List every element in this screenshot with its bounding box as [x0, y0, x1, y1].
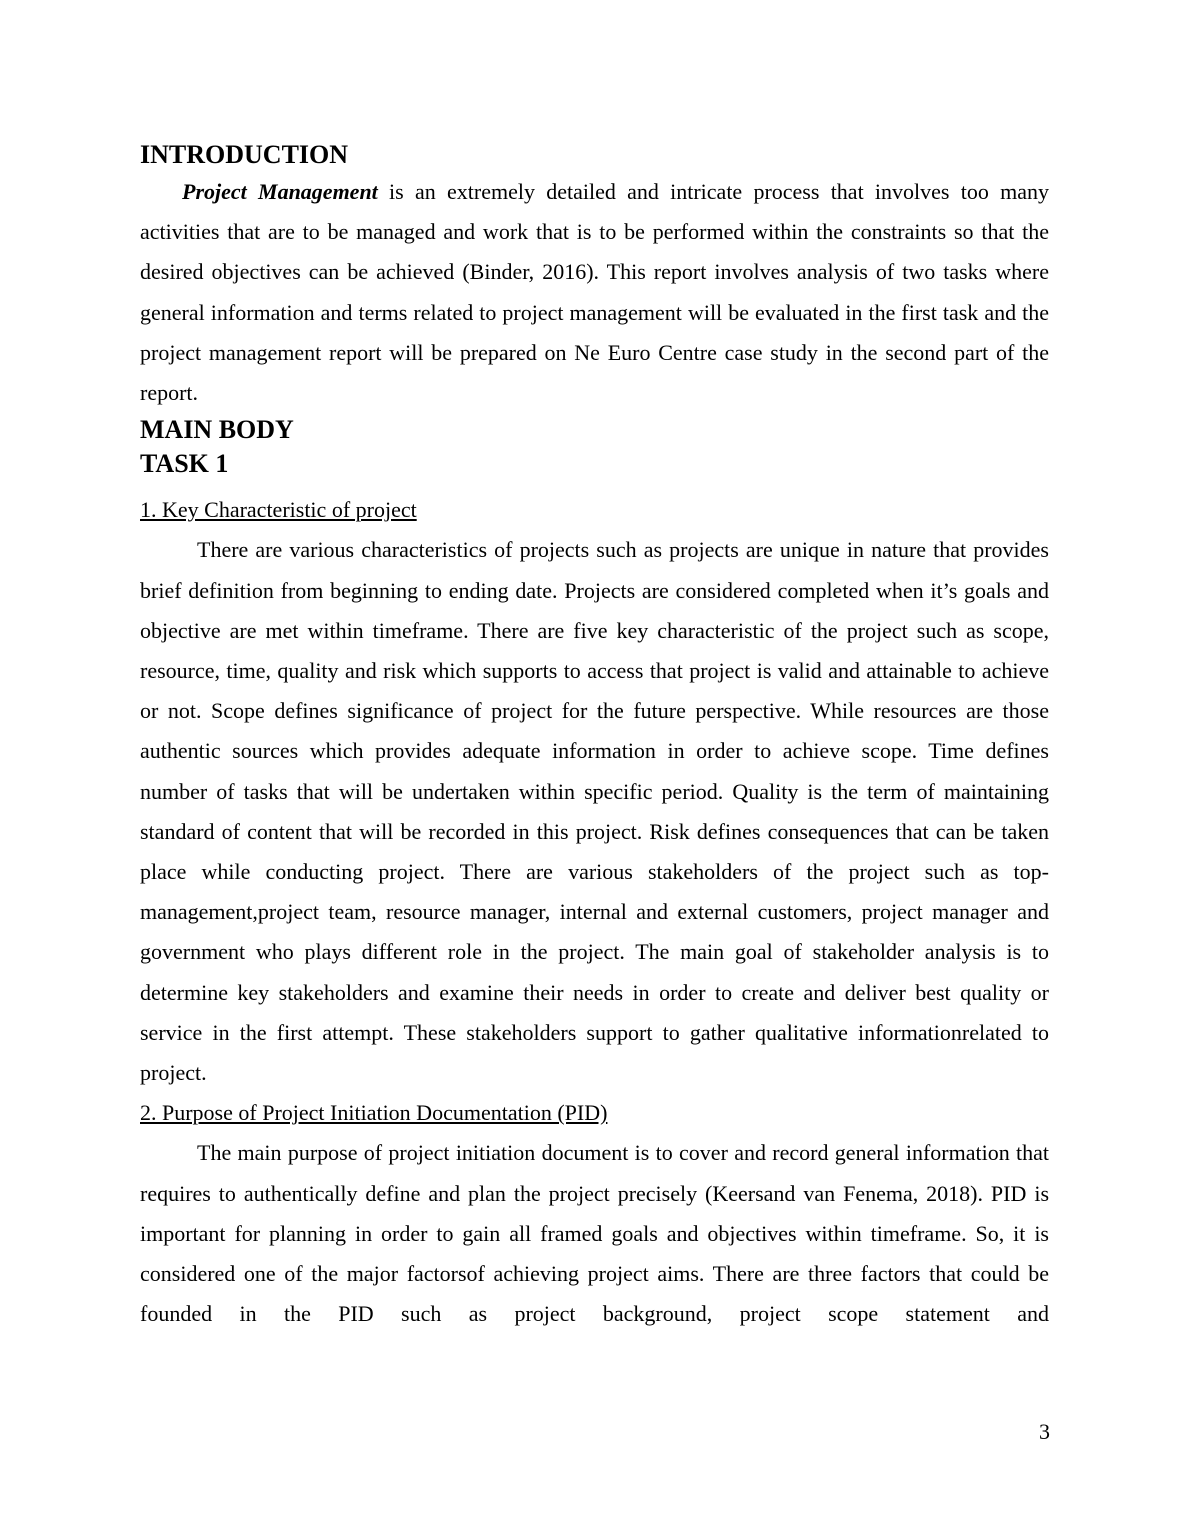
- page-number: 3: [1039, 1419, 1050, 1444]
- introduction-heading: INTRODUCTION: [140, 140, 349, 169]
- section-2-heading: 2. Purpose of Project Initiation Documentation (PID): [140, 1100, 608, 1126]
- main-body-heading: MAIN BODY: [140, 415, 294, 445]
- document-page: [140, 138, 1049, 1334]
- section-1-paragraph: There are various characteristics of projects such as projects are unique in nature that provides brief definition from beginning to ending date. Projects are considered completed when it’s goals and objective are met within timeframe. There are five key characteristic of the project such as scope, resource, time, quality and risk which supports to access that project is valid and attainable to achieve or not. Scope defines significance of project for the future perspective. While resources are those authentic sources which provides adequate information in order to achieve scope. Time defines number of tasks that will be undertaken within specific period. Quality is the term of maintaining standard of content that will be recorded in this project. Risk defines consequences that can be taken place while conducting project. There are various stakeholders of the project such as top-management,project team, resource manager, internal and external customers, project manager and government who plays different role in the project. The main goal of stakeholder analysis is to determine key stakeholders and examine their needs in order to create and deliver best quality or service in the first attempt. These stakeholders support to gather qualitative informationrelated to project.: [140, 537, 1049, 1086]
- section-2-paragraph: The main purpose of project initiation document is to cover and record general information that requires to authentically define and plan the project precisely (Keersand van Fenema, 2018). PID is important for planning in order to gain all framed goals and objectives within timeframe. So, it is considered one of the major factorsof achieving project aims. There are three factors that could be founded in the PID such as project background, project scope statement and: [140, 1140, 1049, 1327]
- introduction-paragraph: [140, 172, 1049, 413]
- section-1-heading: 1. Key Characteristic of project: [140, 497, 417, 523]
- introduction-lead-term: Project Management: [182, 179, 378, 204]
- introduction-text: is an extremely detailed and intricate process that involves too many activities that are to be managed and work that is to be performed within the constraints so that the desired objectives can be achieved (Binder, 2016). This report involves analysis of two tasks where general information and terms related to project management will be evaluated in the first task and the project management report will be prepared on Ne Euro Centre case study in the second part of the report.: [140, 179, 1049, 406]
- task-heading: TASK 1: [140, 449, 229, 479]
